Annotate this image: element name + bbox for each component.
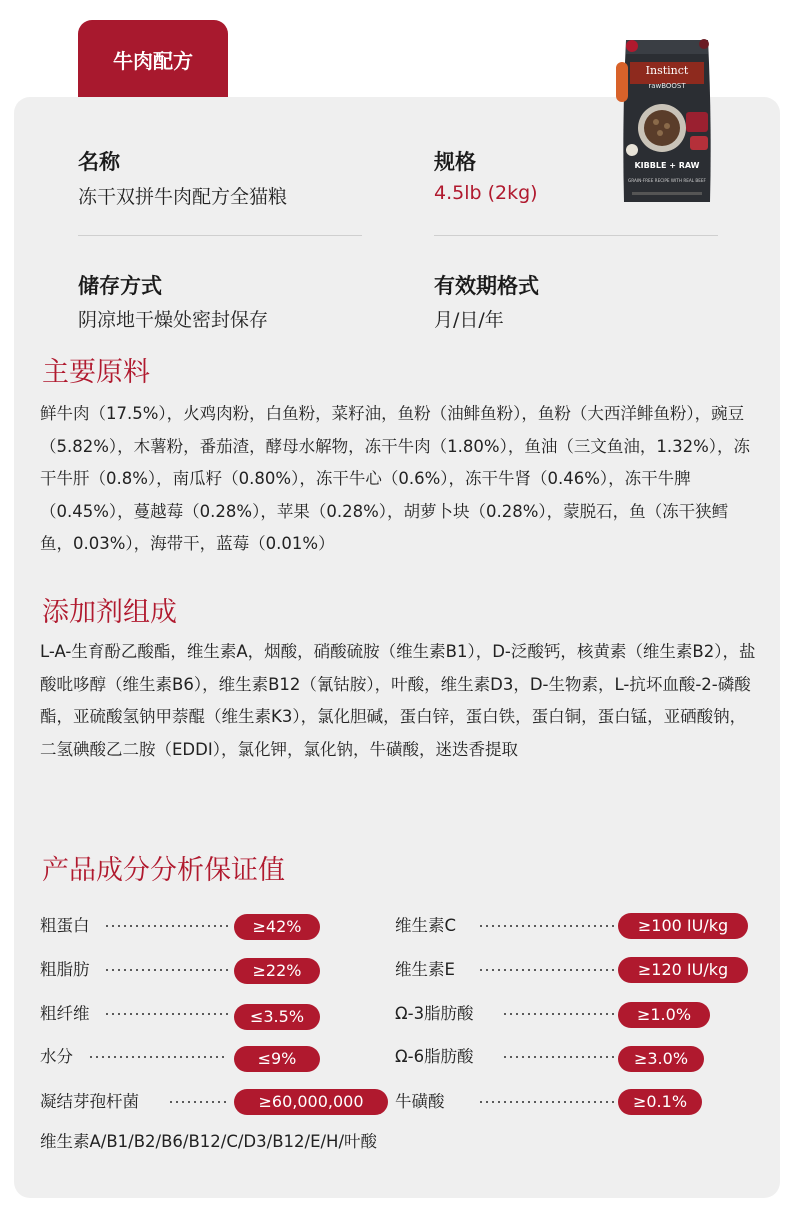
ingredients-text: 鲜牛肉（17.5%），火鸡肉粉，白鱼粉，菜籽油，鱼粉（油鲱鱼粉），鱼粉（大西洋鲱鱼粉），豌豆（5.82%），木薯粉，番茄渣，酵母水解物，冻干牛肉（1.80%），鱼油（三文鱼油，1.32%），冻干牛肝（0.8%），南瓜籽（0.80%），冻干牛心（0.6%），冻干牛肾（0.46%），冻干牛脾（0.45%），蔓越莓（0.28%），苹果（0.28%），胡萝卜块（0.28%），蒙脱石，鱼（冻干狭鳕鱼，0.03%），海带干，蓝莓（0.01%） <box>40 404 750 553</box>
leader-dots <box>478 925 614 927</box>
bag-brand-text: Instinct <box>645 64 689 77</box>
leader-dots <box>168 1101 230 1103</box>
analysis-right-value-4: ≥0.1% <box>618 1089 702 1115</box>
leader-dots <box>502 1013 614 1015</box>
bag-line-text: rawBOOST <box>648 82 686 90</box>
name-label: 名称 <box>78 150 120 174</box>
analysis-right-name-0: 维生素C <box>395 916 457 935</box>
analysis-left-name-3: 水分 <box>40 1047 73 1066</box>
analysis-left-value-0: ≥42% <box>234 914 320 940</box>
analysis-right-value-0: ≥100 IU/kg <box>618 913 748 939</box>
analysis-title: 产品成分分析保证值 <box>42 855 285 886</box>
storage-value: 阴凉地干燥处密封保存 <box>78 309 269 331</box>
spec-value: 4.5lb (2kg) <box>434 182 538 204</box>
leader-dots <box>478 1101 614 1103</box>
analysis-left-name-4: 凝结芽孢杆菌 <box>40 1092 139 1111</box>
analysis-left-value-3: ≤9% <box>234 1046 320 1072</box>
analysis-right-name-4: 牛磺酸 <box>395 1092 445 1111</box>
leader-dots <box>478 969 614 971</box>
analysis-left-value-2: ≤3.5% <box>234 1004 320 1030</box>
recipe-tab[interactable]: 牛肉配方 <box>78 20 228 108</box>
analysis-left-name-0: 粗蛋白 <box>40 916 90 935</box>
divider <box>78 235 362 236</box>
storage-label: 储存方式 <box>78 274 162 298</box>
analysis-left-name-1: 粗脂肪 <box>40 960 90 979</box>
analysis-right-value-3: ≥3.0% <box>618 1046 704 1072</box>
additives-text: L-A-生育酚乙酸酯，维生素A，烟酸，硝酸硫胺（维生素B1），D-泛酸钙，核黄素（维生素B2），盐酸吡哆醇（维生素B6），维生素B12（氰钴胺），叶酸，维生素D3，D-生物素，L-抗坏血酸-2-磷酸酯，亚硫酸氢钠甲萘醌（维生素K3），氯化胆碱，蛋白锌，蛋白铁，蛋白铜，蛋白锰，亚硒酸钠，二氢碘酸乙二胺（EDDI），氯化钾，氯化钠，牛磺酸，迷迭香提取 <box>40 642 756 759</box>
analysis-right-name-3: Ω-6脂肪酸 <box>395 1047 474 1066</box>
analysis-right-name-1: 维生素E <box>395 960 455 979</box>
leader-dots <box>104 1013 228 1015</box>
analysis-left-value-4: ≥60,000,000 <box>234 1089 388 1115</box>
leader-dots <box>104 969 228 971</box>
expiry-value: 月/日/年 <box>434 309 504 331</box>
expiry-label: 有效期格式 <box>434 274 539 298</box>
leader-dots <box>502 1056 614 1058</box>
analysis-right-value-2: ≥1.0% <box>618 1002 710 1028</box>
leader-dots <box>104 925 228 927</box>
additives-title: 添加剂组成 <box>42 597 177 628</box>
product-bag-image <box>612 32 722 208</box>
name-value: 冻干双拼牛肉配方全猫粮 <box>78 186 288 208</box>
leader-dots <box>88 1056 228 1058</box>
spec-label: 规格 <box>434 150 476 174</box>
analysis-right-value-1: ≥120 IU/kg <box>618 957 748 983</box>
vitamin-footer: 维生素A/B1/B2/B6/B12/C/D3/B12/E/H/叶酸 <box>40 1132 378 1151</box>
analysis-right-name-2: Ω-3脂肪酸 <box>395 1004 474 1023</box>
bag-desc-text: GRAIN-FREE RECIPE WITH REAL BEEF <box>628 178 706 183</box>
divider <box>434 235 718 236</box>
bag-subtitle-text: KIBBLE + RAW <box>634 161 700 170</box>
analysis-left-name-2: 粗纤维 <box>40 1004 90 1023</box>
ingredients-title: 主要原料 <box>42 357 150 388</box>
analysis-left-value-1: ≥22% <box>234 958 320 984</box>
